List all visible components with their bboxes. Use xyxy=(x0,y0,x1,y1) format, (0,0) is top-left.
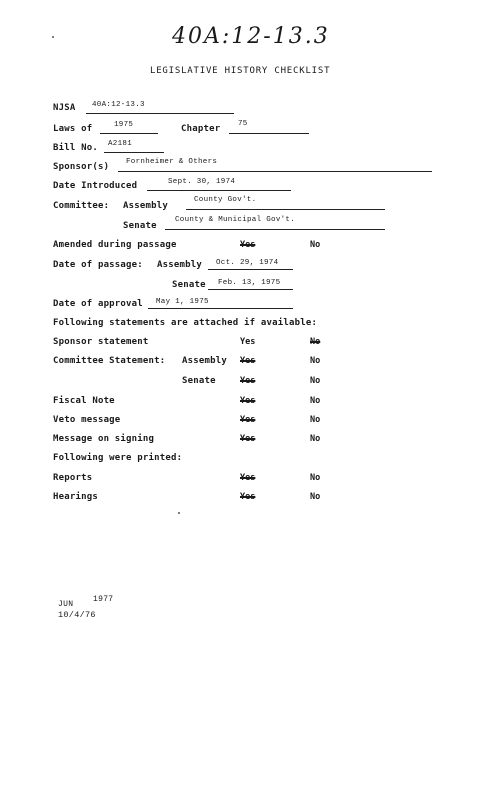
sponsors-label: Sponsor(s) xyxy=(53,162,110,172)
veto-message-no: No xyxy=(310,415,321,425)
committee-statement-assembly-no: No xyxy=(310,356,321,366)
passage-senate-label: Senate xyxy=(172,280,206,290)
passage-senate-underline xyxy=(208,289,293,290)
bill-no-label: Bill No. xyxy=(53,143,98,153)
fiscal-note-no: No xyxy=(310,396,321,406)
statements-heading: Following statements are attached if available: xyxy=(53,318,318,328)
committee-senate-underline xyxy=(165,229,385,230)
veto-message-label: Veto message xyxy=(53,415,121,425)
message-on-signing-yes: Yes xyxy=(240,434,256,444)
njsa-label: NJSA xyxy=(53,103,76,113)
fiscal-note-yes: Yes xyxy=(240,396,256,406)
committee-label: Committee: xyxy=(53,201,110,211)
sponsors-underline xyxy=(118,171,432,172)
scan-speck xyxy=(178,512,180,514)
stamp-year: 1977 xyxy=(93,595,114,604)
reports-no: No xyxy=(310,473,321,483)
bill-no-underline xyxy=(104,152,164,153)
fiscal-note-label: Fiscal Note xyxy=(53,396,115,406)
date-introduced-label: Date Introduced xyxy=(53,181,138,191)
message-on-signing-no: No xyxy=(310,434,321,444)
passage-assembly-underline xyxy=(208,269,293,270)
passage-assembly-value: Oct. 29, 1974 xyxy=(216,259,279,267)
njsa-value: 40A:12-13.3 xyxy=(92,101,145,109)
reports-label: Reports xyxy=(53,473,93,483)
committee-statement-assembly-yes: Yes xyxy=(240,356,256,366)
stamp-date: 10/4/76 xyxy=(58,610,96,620)
date-introduced-underline xyxy=(147,190,291,191)
laws-of-label: Laws of xyxy=(53,124,93,134)
committee-assembly-label: Assembly xyxy=(123,201,168,211)
committee-assembly-underline xyxy=(186,209,385,210)
sponsor-statement-yes: Yes xyxy=(240,337,256,347)
hearings-label: Hearings xyxy=(53,492,98,502)
amended-label: Amended during passage xyxy=(53,240,177,250)
committee-senate-label: Senate xyxy=(123,221,157,231)
laws-of-value: 1975 xyxy=(114,121,134,129)
chapter-value: 75 xyxy=(238,120,248,128)
committee-statement-senate-no: No xyxy=(310,376,321,386)
amended-yes: Yes xyxy=(240,240,256,250)
hearings-yes: Yes xyxy=(240,492,256,502)
passage-senate-value: Feb. 13, 1975 xyxy=(218,279,281,287)
passage-assembly-label: Assembly xyxy=(157,260,202,270)
committee-assembly-value: County Gov't. xyxy=(194,196,257,204)
date-of-approval-value: May 1, 1975 xyxy=(156,298,209,306)
message-on-signing-label: Message on signing xyxy=(53,434,155,444)
bill-no-value: A2181 xyxy=(108,140,133,148)
committee-statement-senate-yes: Yes xyxy=(240,376,256,386)
handwritten-citation: 40A:12-13.3 xyxy=(172,24,330,49)
date-of-passage-label: Date of passage: xyxy=(53,260,143,270)
date-introduced-value: Sept. 30, 1974 xyxy=(168,178,236,186)
date-of-approval-label: Date of approval xyxy=(53,299,143,309)
sponsor-statement-no: No xyxy=(310,337,321,347)
chapter-underline xyxy=(229,133,309,134)
veto-message-yes: Yes xyxy=(240,415,256,425)
date-of-approval-underline xyxy=(148,308,293,309)
njsa-underline xyxy=(86,113,234,114)
committee-statement-label: Committee Statement: xyxy=(53,356,166,366)
laws-of-underline xyxy=(100,133,158,134)
committee-statement-assembly-label: Assembly xyxy=(182,356,227,366)
reports-yes: Yes xyxy=(240,473,256,483)
scan-speck xyxy=(52,36,54,38)
sponsors-value: Fornheimer & Others xyxy=(126,158,218,166)
sponsor-statement-label: Sponsor statement xyxy=(53,337,149,347)
committee-statement-senate-label: Senate xyxy=(182,376,216,386)
chapter-label: Chapter xyxy=(181,124,221,134)
stamp-month: JUN xyxy=(58,600,74,609)
amended-no: No xyxy=(310,240,321,250)
hearings-no: No xyxy=(310,492,321,502)
printed-heading: Following were printed: xyxy=(53,453,183,463)
committee-senate-value: County & Municipal Gov't. xyxy=(175,216,296,224)
page-title: LEGISLATIVE HISTORY CHECKLIST xyxy=(150,66,331,76)
